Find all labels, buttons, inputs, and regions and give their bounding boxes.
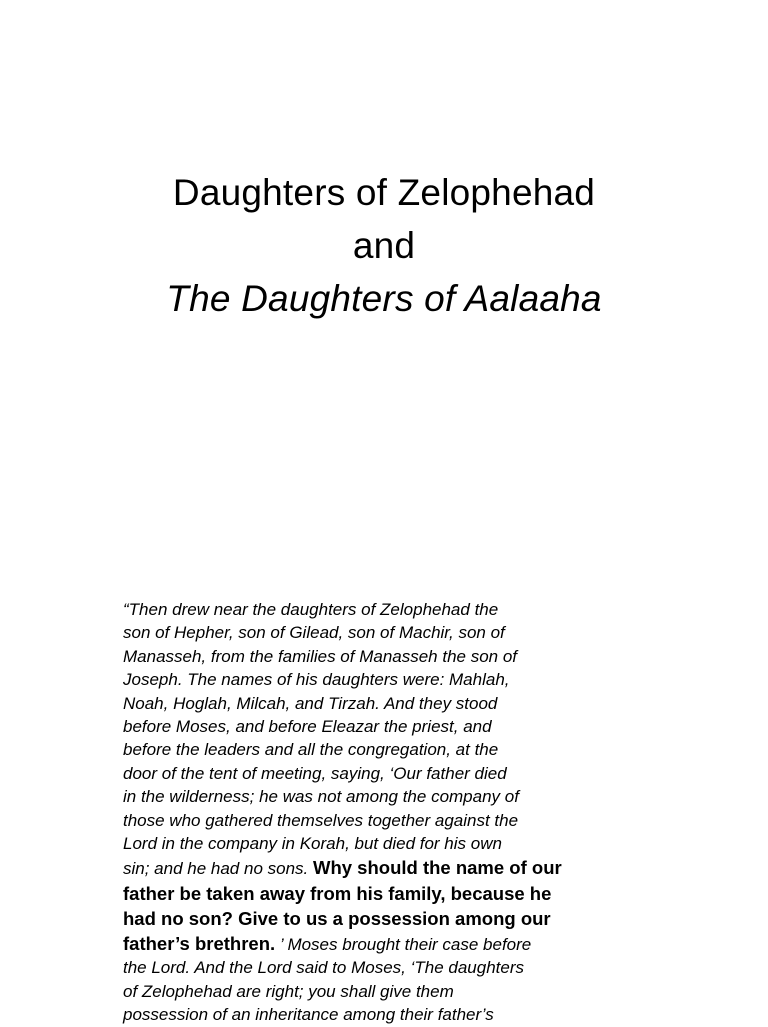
passage-line: “Then drew near the daughters of Zelophehad the (123, 600, 499, 619)
passage-emphasis-line: had no son? Give to us a possession among our (123, 907, 551, 929)
title-block (0, 166, 768, 325)
passage-emphasis: father’s brethren. (123, 932, 276, 954)
title-line-2: and (352, 225, 416, 266)
passage-line: in the wilderness; he was not among the company of (123, 787, 519, 807)
passage-line-mixed (123, 931, 623, 956)
passage-emphasis: Why should the name of our (312, 857, 562, 879)
passage-emphasis-line: father be taken away from his family, because he (123, 882, 552, 904)
title-line-1: Daughters of Zelophehad (172, 172, 596, 213)
scripture-passage (123, 598, 623, 1027)
passage-line-mixed (123, 855, 623, 880)
passage-line: door of the tent of meeting, saying, ‘Our father died (123, 763, 507, 783)
passage-line: those who gathered themselves together against the (123, 810, 519, 830)
passage-line: possession of an inheritance among their father’s (123, 1005, 494, 1025)
passage-line: Noah, Hoglah, Milcah, and Tirzah. And they stood (123, 693, 498, 713)
title-line-3: The Daughters of Aalaaha (166, 278, 602, 319)
passage-line: Joseph. The names of his daughters were: Mahlah, (123, 670, 510, 690)
passage-line: before the leaders and all the congregation, at the (123, 740, 499, 760)
passage-line: the Lord. And the Lord said to Moses, ‘The daughters (123, 958, 525, 978)
passage-line: Manasseh, from the families of Manasseh the son of (123, 646, 518, 666)
passage-line: Lord in the company in Korah, but died for his own (123, 834, 502, 854)
passage-line: before Moses, and before Eleazar the priest, and (123, 717, 492, 737)
passage-line: son of Hepher, son of Gilead, son of Machir, son of (123, 623, 505, 643)
passage-line: of Zelophehad are right; you shall give them (123, 981, 454, 1001)
passage-text: sin; and he had no sons. (123, 859, 313, 879)
passage-text: ’ Moses brought their case before (275, 934, 532, 954)
